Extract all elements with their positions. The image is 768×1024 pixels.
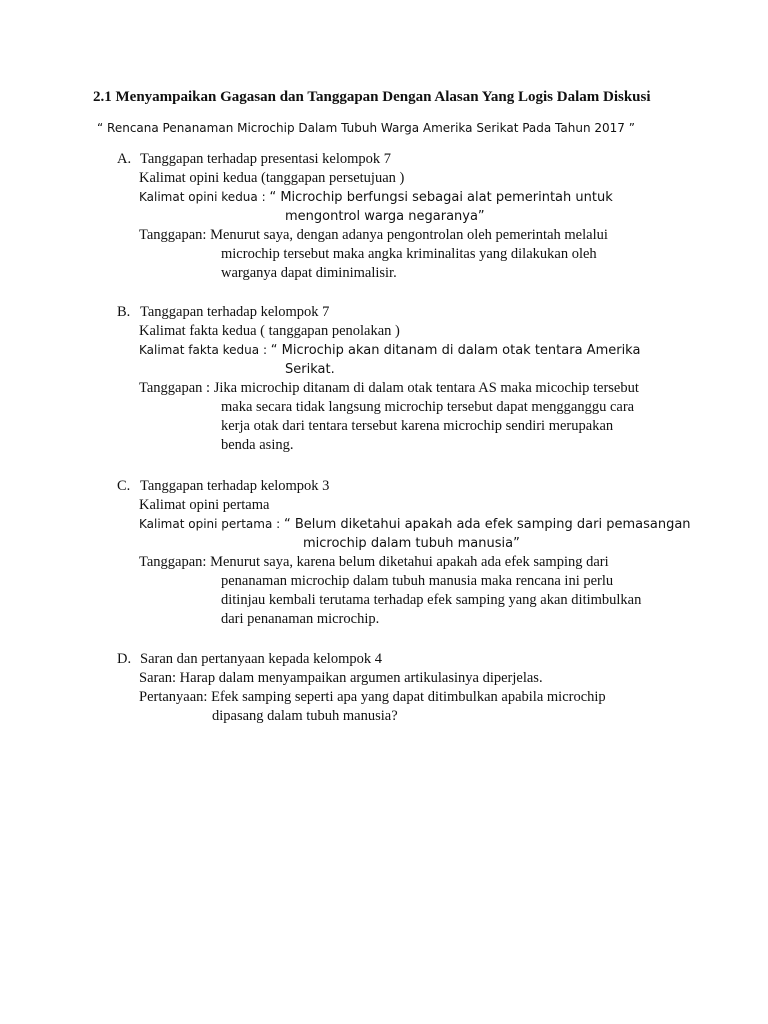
section-c-response-line2: penanaman microchip dalam tubuh manusia maka rencana ini perlu	[221, 573, 614, 589]
section-c-quote-label: Kalimat opini pertama :	[139, 517, 284, 531]
section-a-response-line1: Menurut saya, dengan adanya pengontrolan oleh pemerintah melalui	[210, 227, 608, 243]
section-c-response-line3: ditinjau kembali terutama terhadap efek samping yang akan ditimbulkan	[221, 592, 642, 608]
section-a	[117, 150, 717, 283]
section-b-response-label: Tanggapan :	[139, 380, 214, 396]
section-a-letter: A.	[117, 151, 132, 167]
section-c	[117, 477, 717, 629]
section-b-response-line4: benda asing.	[221, 437, 294, 453]
document-title: 2.1 Menyampaikan Gagasan dan Tanggapan Dengan Alasan Yang Logis Dalam Diskusi	[93, 89, 651, 105]
section-d-question-line2: dipasang dalam tubuh manusia?	[212, 708, 398, 724]
section-c-letter: C.	[117, 478, 131, 494]
section-b-response-line3: kerja otak dari tentara tersebut karena microchip sendiri merupakan	[221, 418, 614, 434]
section-b	[117, 303, 717, 455]
section-c-quote-line1: “ Belum diketahui apakah ada efek samping dari pemasangan	[284, 517, 691, 532]
section-d-letter: D.	[117, 651, 132, 667]
section-b-quote-label: Kalimat fakta kedua :	[139, 343, 271, 357]
section-b-header: Tanggapan terhadap kelompok 7	[140, 304, 330, 320]
section-b-quote-line2: Serikat.	[285, 362, 335, 377]
section-a-line1: Kalimat opini kedua (tanggapan persetujuan )	[139, 170, 405, 186]
section-b-line1: Kalimat fakta kedua ( tanggapan penolakan )	[139, 323, 400, 339]
section-c-response-line1: Menurut saya, karena belum diketahui apakah ada efek samping dari	[210, 554, 609, 570]
section-d-question-line1: Efek samping seperti apa yang dapat ditimbulkan apabila microchip	[211, 689, 606, 705]
section-d	[117, 650, 717, 726]
section-b-response-line2: maka secara tidak langsung microchip tersebut dapat mengganggu cara	[221, 399, 635, 415]
section-a-response-line3: warganya dapat diminimalisir.	[221, 265, 397, 281]
section-a-response-label: Tanggapan:	[139, 227, 211, 243]
section-a-quote-line2: mengontrol warga negaranya”	[285, 209, 485, 224]
document-subtitle: “ Rencana Penanaman Microchip Dalam Tubuh Warga Amerika Serikat Pada Tahun 2017 ”	[97, 121, 635, 135]
section-a-response-line2: microchip tersebut maka angka kriminalitas yang dilakukan oleh	[221, 246, 597, 262]
section-a-header: Tanggapan terhadap presentasi kelompok 7	[140, 151, 392, 167]
section-c-quote-line2: microchip dalam tubuh manusia”	[303, 536, 520, 551]
section-a-quote-label: Kalimat opini kedua :	[139, 190, 270, 204]
section-b-letter: B.	[117, 304, 131, 320]
section-c-line1: Kalimat opini pertama	[139, 497, 270, 513]
section-b-quote-line1: “ Microchip akan ditanam di dalam otak tentara Amerika	[270, 343, 641, 358]
section-a-quote-line1: “ Microchip berfungsi sebagai alat pemerintah untuk	[269, 190, 613, 205]
section-c-header: Tanggapan terhadap kelompok 3	[140, 478, 330, 494]
section-d-saran: Saran: Harap dalam menyampaikan argumen artikulasinya diperjelas.	[139, 670, 543, 686]
section-b-response-line1: Jika microchip ditanam di dalam otak tentara AS maka micochip tersebut	[213, 380, 639, 396]
section-c-response-line4: dari penanaman microchip.	[221, 611, 380, 627]
section-d-header: Saran dan pertanyaan kepada kelompok 4	[140, 651, 382, 667]
section-d-question-label: Pertanyaan:	[139, 689, 212, 705]
section-c-response-label: Tanggapan:	[139, 554, 211, 570]
